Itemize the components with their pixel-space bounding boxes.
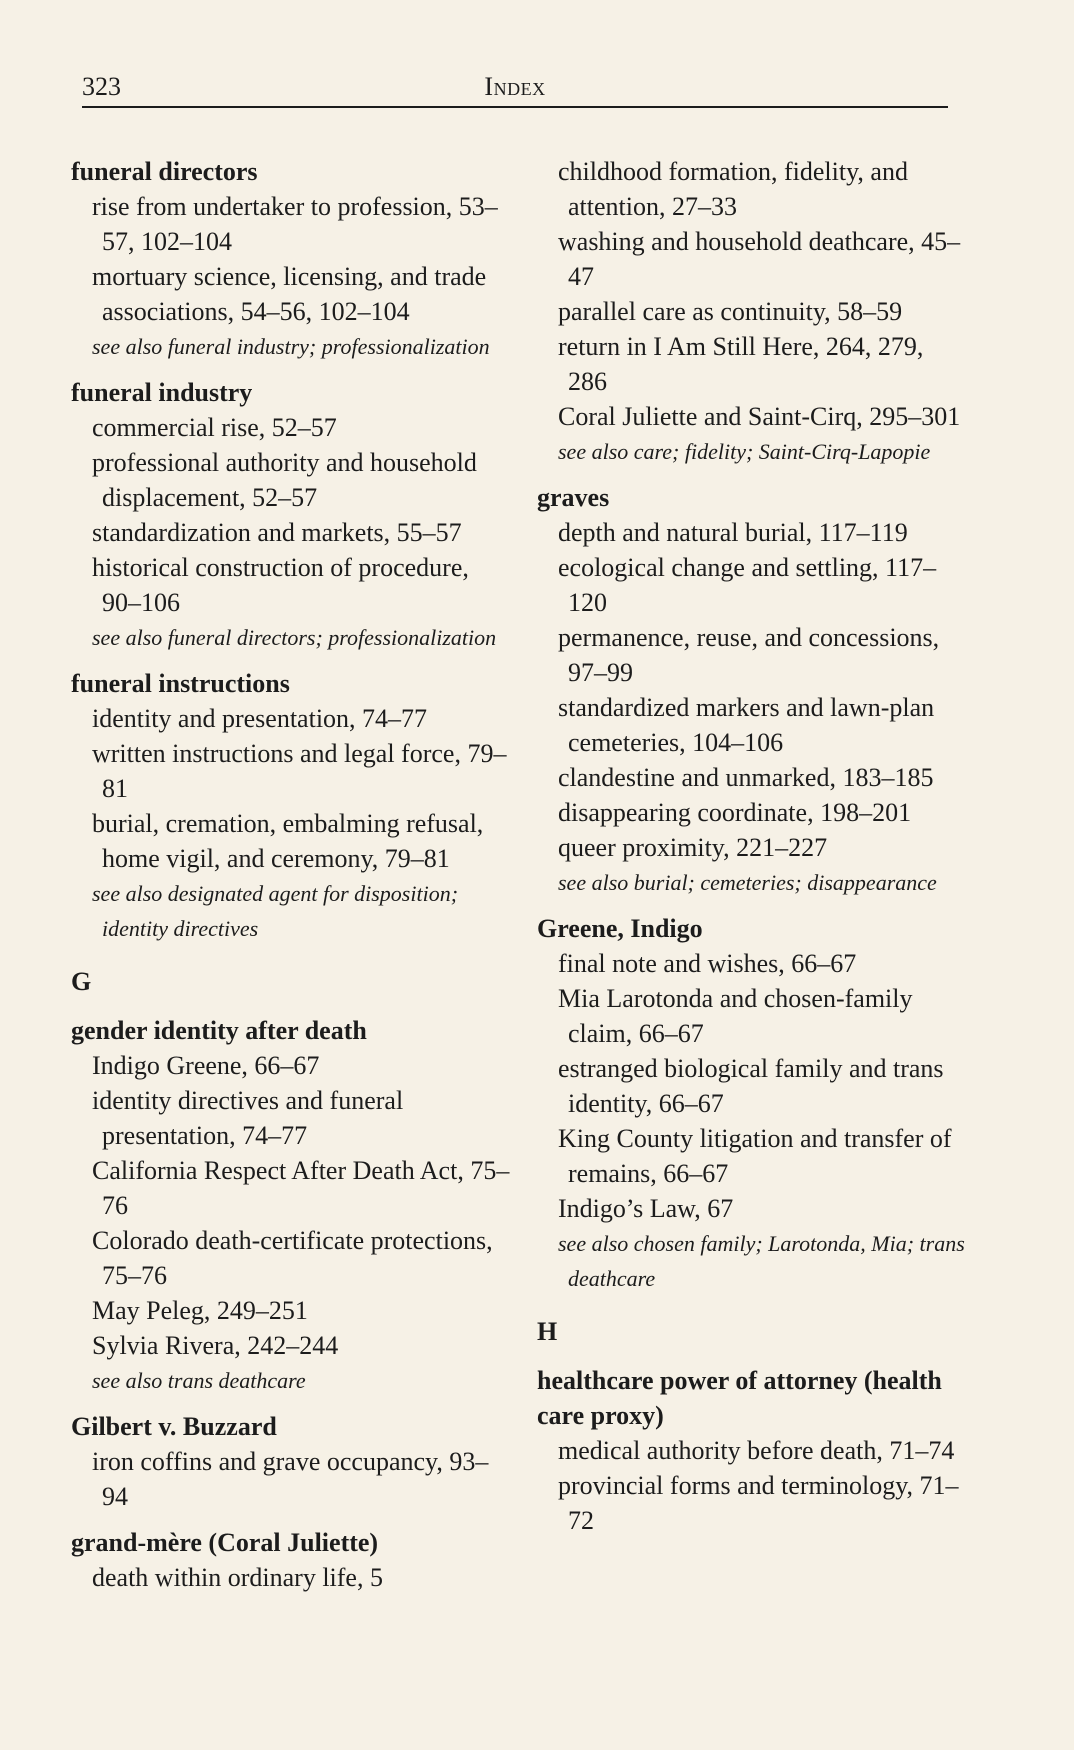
index-subentry: Coral Juliette and Saint-Cirq, 295–301	[558, 402, 961, 431]
index-subentry: Sylvia Rivera, 242–244	[92, 1331, 339, 1360]
index-subentry: provincial forms and terminology, 71–72	[558, 1471, 959, 1535]
index-entry-continued	[537, 154, 967, 469]
index-heading: funeral instructions	[71, 669, 290, 698]
index-heading: graves	[537, 483, 610, 512]
index-subentry: May Peleg, 249–251	[92, 1296, 308, 1325]
index-heading: Greene, Indigo	[537, 914, 703, 943]
index-entry	[537, 480, 967, 900]
index-subentry: depth and natural burial, 117–119	[558, 518, 908, 547]
index-subentry: final note and wishes, 66–67	[558, 949, 857, 978]
index-subentry: Indigo Greene, 66–67	[92, 1051, 320, 1080]
index-subentry: rise from undertaker to profession, 53–57, 102–104	[92, 192, 498, 256]
see-also-reference: see also burial; cemeteries; disappearance	[558, 870, 937, 895]
index-subentry: estranged biological family and trans identity, 66–67	[558, 1054, 944, 1118]
index-subentry: written instructions and legal force, 79–81	[92, 739, 507, 803]
index-subentry: mortuary science, licensing, and trade associations, 54–56, 102–104	[92, 262, 487, 326]
index-subentry: clandestine and unmarked, 183–185	[558, 763, 934, 792]
running-header	[82, 66, 948, 108]
index-subentry: medical authority before death, 71–74	[558, 1436, 955, 1465]
index-subentry: queer proximity, 221–227	[558, 833, 828, 862]
index-subentry: parallel care as continuity, 58–59	[558, 297, 903, 326]
index-subentry: childhood formation, fidelity, and attention, 27–33	[558, 157, 908, 221]
index-entry	[71, 1409, 511, 1514]
index-subentry: burial, cremation, embalming refusal, home vigil, and ceremony, 79–81	[92, 809, 484, 873]
index-entry	[71, 1013, 511, 1398]
page-number: 323	[82, 72, 121, 101]
index-entry	[71, 154, 511, 364]
index-subentry: identity directives and funeral presentation, 74–77	[92, 1086, 404, 1150]
index-subentry: permanence, reuse, and concessions, 97–99	[558, 623, 940, 687]
index-subentry: King County litigation and transfer of remains, 66–67	[558, 1124, 952, 1188]
section-letter: G	[71, 967, 92, 996]
index-subentry: Colorado death-certificate protections, 75–76	[92, 1226, 493, 1290]
index-subentry: Indigo’s Law, 67	[558, 1194, 734, 1223]
index-heading: healthcare power of attorney (health care proxy)	[537, 1366, 942, 1430]
see-also-reference: see also care; fidelity; Saint-Cirq-Lapopie	[558, 439, 931, 464]
index-subentry: washing and household deathcare, 45–47	[558, 227, 961, 291]
index-entry	[71, 375, 511, 655]
index-subentry: professional authority and household displacement, 52–57	[92, 448, 477, 512]
see-also-reference: see also chosen family; Larotonda, Mia; trans deathcare	[558, 1231, 965, 1291]
index-subentry: standardized markers and lawn-plan cemeteries, 104–106	[558, 693, 935, 757]
index-heading: Gilbert v. Buzzard	[71, 1412, 277, 1441]
index-heading: grand-mère (Coral Juliette)	[71, 1528, 379, 1557]
index-heading: funeral industry	[71, 378, 253, 407]
index-entry	[71, 666, 511, 946]
index-entry	[71, 1525, 511, 1595]
index-subentry: California Respect After Death Act, 75–76	[92, 1156, 510, 1220]
section-letter: H	[537, 1317, 558, 1346]
see-also-reference: see also trans deathcare	[92, 1368, 306, 1393]
index-subentry: return in I Am Still Here, 264, 279, 286	[558, 332, 924, 396]
index-heading: gender identity after death	[71, 1016, 367, 1045]
index-entry	[537, 1363, 967, 1538]
running-head-title: Index	[484, 72, 546, 101]
index-subentry: disappearing coordinate, 198–201	[558, 798, 912, 827]
index-subentry: standardization and markets, 55–57	[92, 518, 462, 547]
index-entry	[537, 911, 967, 1296]
see-also-reference: see also funeral industry; professionalization	[92, 334, 490, 359]
index-subentry: commercial rise, 52–57	[92, 413, 337, 442]
index-subentry: Mia Larotonda and chosen-family claim, 66–67	[558, 984, 913, 1048]
index-subentry: iron coffins and grave occupancy, 93–94	[92, 1447, 489, 1511]
index-column-left	[71, 154, 511, 1606]
index-subentry: ecological change and settling, 117–120	[558, 553, 937, 617]
index-subentry: identity and presentation, 74–77	[92, 704, 428, 733]
see-also-reference: see also funeral directors; professionalization	[92, 625, 497, 650]
index-subentry: historical construction of procedure, 90–106	[92, 553, 469, 617]
index-heading: funeral directors	[71, 157, 258, 186]
see-also-reference: see also designated agent for disposition; identity directives	[92, 881, 459, 941]
index-column-right	[537, 154, 967, 1549]
index-subentry: death within ordinary life, 5	[92, 1563, 383, 1592]
